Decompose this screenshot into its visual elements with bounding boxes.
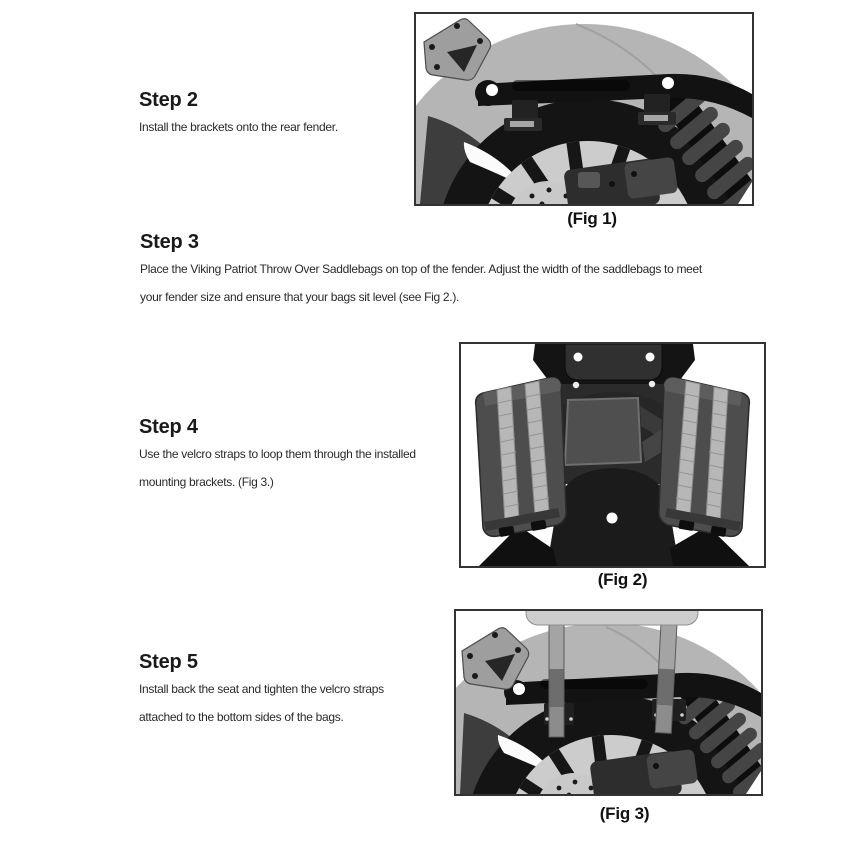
saddlebag-left: [476, 378, 566, 538]
step-3-body: [140, 255, 702, 311]
seat-bottom: [526, 611, 698, 625]
step-4-line-2: mounting brackets. (Fig 3.): [139, 475, 274, 489]
step-2-section: [139, 88, 338, 141]
figure-1-caption: (Fig 1): [567, 209, 617, 228]
fig2-saddlebags-illustration: [461, 344, 764, 566]
velcro-strap-left: [549, 617, 564, 737]
step-2-line-1: Install the brackets onto the rear fender.: [139, 120, 338, 134]
seat-plate: [565, 344, 662, 380]
seat-bolt: [646, 353, 655, 362]
step-5-body: [139, 675, 384, 731]
step-5-line-2: attached to the bottom sides of the bags.: [139, 710, 344, 724]
step-3-line-1: Place the Viking Patriot Throw Over Saddlebags on top of the fender. Adjust the width of the saddlebags to meet: [140, 262, 702, 276]
step-4-body: [139, 440, 416, 496]
seat-bolt: [574, 353, 583, 362]
fender-hole: [607, 513, 618, 524]
step-4-title: Step 4: [139, 416, 198, 438]
fig1-fender-brackets-illustration: [416, 14, 752, 204]
step-2-title: Step 2: [139, 89, 198, 111]
figure-1: [414, 12, 754, 206]
step-5-line-1: Install back the seat and tighten the velcro straps: [139, 682, 384, 696]
step-3-section: [140, 230, 702, 311]
center-flap: [565, 398, 641, 465]
fig3-straps-illustration: [456, 611, 761, 794]
figure-3-caption: (Fig 3): [599, 804, 650, 823]
figure-2-caption: (Fig 2): [597, 570, 648, 589]
step-3-line-2: your fender size and ensure that your bags sit level (see Fig 2.).: [140, 290, 460, 304]
step-4-section: [139, 415, 416, 496]
step-3-title: Step 3: [140, 231, 199, 253]
figure-3: [454, 609, 763, 796]
step-2-body: [139, 113, 338, 141]
step-4-line-1: Use the velcro straps to loop them through the installed: [139, 447, 416, 461]
step-5-title: Step 5: [139, 651, 198, 673]
figure-2: [459, 342, 766, 568]
step-5-section: [139, 650, 384, 731]
saddlebag-right: [659, 378, 749, 538]
